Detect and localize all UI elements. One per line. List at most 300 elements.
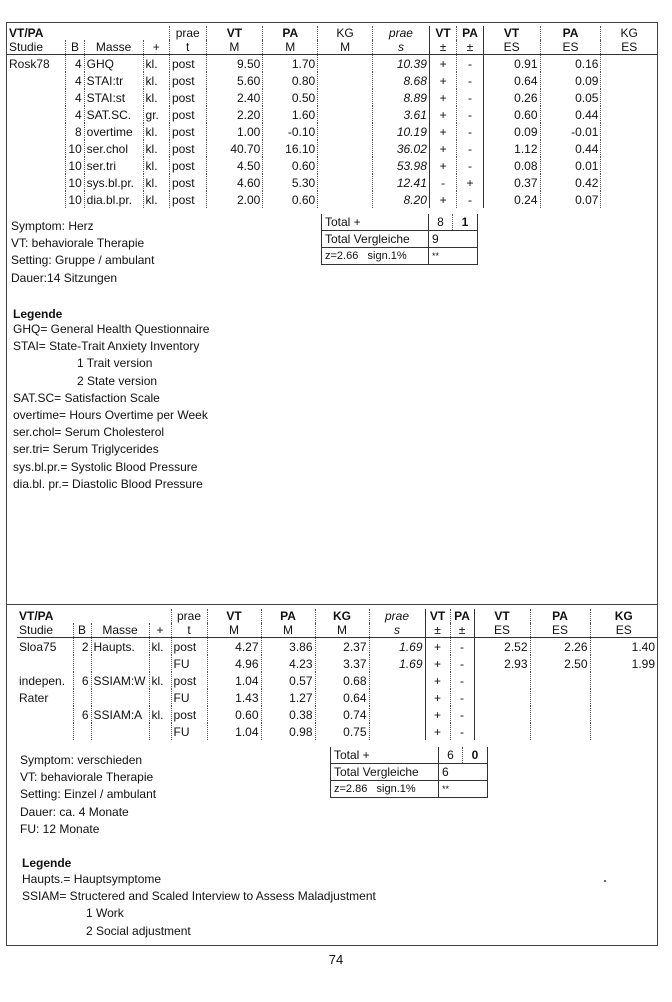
top-summary-box <box>321 214 478 265</box>
cell-m-kg <box>318 157 373 174</box>
cell-t: post <box>169 157 206 174</box>
cell-es-kg <box>590 672 657 689</box>
cell-es-kg <box>601 140 657 157</box>
header-s: s <box>373 40 430 55</box>
cell-m-pa: 0.57 <box>261 672 315 689</box>
cell-plus: kl. <box>143 55 169 73</box>
cell-m-kg <box>318 89 373 106</box>
header-b: B <box>66 40 84 55</box>
cell-s: 1.69 <box>369 638 425 656</box>
cell-masse: SSIAM:A <box>91 706 149 723</box>
summary-total-row <box>322 214 478 231</box>
cell-plus: kl. <box>143 174 169 191</box>
cell-s: 8.68 <box>373 72 430 89</box>
cell-sign-vt: - <box>429 174 456 191</box>
cell-es-pa: 0.16 <box>540 55 601 73</box>
header-pm-vt: ± <box>429 40 456 55</box>
header-prae: prae <box>169 26 206 40</box>
summary-z-row <box>322 248 478 265</box>
header-m-kg: M <box>318 40 373 55</box>
legend-item: 2 Social adjustment <box>86 923 191 938</box>
cell-m-vt: 9.50 <box>206 55 263 73</box>
cell-m-pa: 0.80 <box>263 72 318 89</box>
cell-sign-vt: + <box>425 638 450 656</box>
cell-m-kg: 3.37 <box>315 655 369 672</box>
cell-masse: SSIAM:W <box>91 672 149 689</box>
cell-b: 4 <box>66 89 84 106</box>
page-number: 74 <box>328 952 344 967</box>
cell-masse: STAI:tr <box>84 72 143 89</box>
cell-es-pa: 0.09 <box>540 72 601 89</box>
cell-masse: overtime <box>84 123 143 140</box>
cell-sign-pa: - <box>450 655 474 672</box>
cell-m-vt: 5.60 <box>206 72 263 89</box>
cell-s: 8.20 <box>373 191 430 208</box>
cell-sign-vt: + <box>429 191 456 208</box>
header-t: t <box>171 623 207 638</box>
header-pa-sign: PA <box>457 26 483 40</box>
cell-es-vt: 0.24 <box>483 191 540 208</box>
cell-sign-pa: - <box>450 706 474 723</box>
info-fu: FU: 12 Monate <box>20 822 100 836</box>
cell-b: 6 <box>73 706 91 723</box>
cell-b: 8 <box>66 123 84 140</box>
summary-vergleiche-value: 9 <box>429 231 478 248</box>
cell-m-kg: 2.37 <box>315 638 369 656</box>
cell-es-pa: 2.26 <box>530 638 590 656</box>
top-legend-title: Legende <box>13 307 63 321</box>
header-prae-s: prae <box>369 609 425 623</box>
cell-sign-vt: + <box>425 672 450 689</box>
cell-plus: kl. <box>143 123 169 140</box>
group-label: VT/PA <box>19 609 54 623</box>
info-vt: VT: behaviorale Therapie <box>11 236 145 250</box>
table-header-sub <box>7 40 657 55</box>
cell-studie: indepen. <box>19 673 66 688</box>
cell-m-kg: 0.74 <box>315 706 369 723</box>
cell-studie <box>17 723 73 740</box>
cell-m-kg <box>318 72 373 89</box>
header-m-kg: M <box>315 623 369 638</box>
header-vt-sign: VT <box>429 26 456 40</box>
header-pm-vt: ± <box>425 623 450 638</box>
summary-total-label: Total + <box>331 747 439 764</box>
cell-es-pa <box>530 689 590 706</box>
header-es1: ES <box>483 40 540 55</box>
cell-m-pa: 5.30 <box>263 174 318 191</box>
bottom-summary-box <box>330 747 488 798</box>
cell-m-pa: 0.38 <box>261 706 315 723</box>
header-m-pa: M <box>261 623 315 638</box>
header-pm-pa: ± <box>450 623 474 638</box>
table-header-top <box>7 26 657 40</box>
cell-b: 10 <box>66 157 84 174</box>
cell-t: post <box>169 191 206 208</box>
cell-es-pa: 0.44 <box>540 106 601 123</box>
cell-studie <box>17 655 73 672</box>
cell-s: 12.41 <box>373 174 430 191</box>
cell-m-vt: 4.50 <box>206 157 263 174</box>
scan-speck <box>604 880 606 882</box>
cell-m-vt: 1.04 <box>207 672 261 689</box>
table-row <box>7 191 657 208</box>
cell-es-kg <box>601 55 657 73</box>
cell-b <box>73 723 91 740</box>
cell-es-pa <box>530 706 590 723</box>
cell-sign-pa: - <box>457 106 483 123</box>
legend-item: overtime= Hours Overtime per Week <box>13 408 208 422</box>
cell-s: 36.02 <box>373 140 430 157</box>
cell-sign-vt: + <box>429 89 456 106</box>
header-m-pa: M <box>263 40 318 55</box>
cell-es-pa: 0.01 <box>540 157 601 174</box>
cell-sign-pa: - <box>457 191 483 208</box>
legend-item: 2 State version <box>77 373 158 388</box>
cell-b <box>73 655 91 672</box>
cell-plus: gr. <box>143 106 169 123</box>
cell-plus: kl. <box>149 706 171 723</box>
cell-es-vt <box>474 723 530 740</box>
cell-sign-vt: + <box>429 55 456 73</box>
cell-m-pa: 0.50 <box>263 89 318 106</box>
cell-sign-pa: - <box>450 689 474 706</box>
cell-es-kg <box>590 706 657 723</box>
cell-es-vt: 0.09 <box>483 123 540 140</box>
cell-studie <box>7 140 66 157</box>
cell-es-pa: 0.05 <box>540 89 601 106</box>
summary-stars: ** <box>429 248 478 265</box>
cell-t: post <box>169 106 206 123</box>
cell-es-kg <box>601 106 657 123</box>
cell-masse: GHQ <box>84 55 143 73</box>
cell-s <box>369 689 425 706</box>
cell-m-kg: 0.64 <box>315 689 369 706</box>
cell-es-kg <box>601 123 657 140</box>
cell-sign-vt: + <box>429 157 456 174</box>
header-m-vt: M <box>207 623 261 638</box>
cell-b: 4 <box>66 55 84 73</box>
table-row <box>17 706 657 723</box>
legend-item: sys.bl.pr.= Systolic Blood Pressure <box>13 459 198 474</box>
cell-b <box>73 689 91 706</box>
cell-masse: STAI:st <box>84 89 143 106</box>
cell-m-vt: 2.20 <box>206 106 263 123</box>
cell-sign-pa: - <box>457 157 483 174</box>
info-symptom: Symptom: Herz <box>11 219 94 233</box>
cell-m-kg <box>318 140 373 157</box>
summary-z-value: z=2.66 <box>325 250 359 262</box>
cell-studie: Rosk78 <box>9 56 50 71</box>
summary-vergleiche-label: Total Vergleiche <box>331 764 439 781</box>
cell-masse <box>91 723 149 740</box>
cell-plus: kl. <box>143 191 169 208</box>
legend-item: SAT.SC= Satisfaction Scale <box>13 390 160 405</box>
header-masse: Masse <box>91 623 149 638</box>
cell-es-kg <box>601 157 657 174</box>
legend-item: 1 Trait version <box>77 356 153 371</box>
cell-m-vt: 0.60 <box>207 706 261 723</box>
header-vt-sign: VT <box>425 609 450 623</box>
cell-b: 4 <box>66 106 84 123</box>
cell-sign-vt: + <box>429 106 456 123</box>
cell-es-kg <box>601 89 657 106</box>
header-es-vt: VT <box>474 609 530 623</box>
cell-m-kg <box>318 191 373 208</box>
table-row <box>7 106 657 123</box>
cell-es-vt: 2.93 <box>474 655 530 672</box>
cell-t: post <box>171 638 207 656</box>
cell-m-pa: 3.86 <box>261 638 315 656</box>
summary-sign: sign.1% <box>376 783 416 795</box>
cell-sign-vt: + <box>429 123 456 140</box>
cell-sign-pa: - <box>450 638 474 656</box>
cell-plus: kl. <box>149 638 171 656</box>
cell-sign-vt: + <box>425 706 450 723</box>
cell-s <box>369 706 425 723</box>
cell-es-vt: 1.12 <box>483 140 540 157</box>
header-es-kg: KG <box>590 609 657 623</box>
cell-m-vt: 2.40 <box>206 89 263 106</box>
info-dauer: Dauer:14 Sitzungen <box>11 271 118 285</box>
summary-vergleiche-row <box>322 231 478 248</box>
cell-m-pa: 4.23 <box>261 655 315 672</box>
cell-studie <box>7 106 66 123</box>
header-es-vt: VT <box>483 26 540 40</box>
header-masse: Masse <box>84 40 143 55</box>
cell-s: 1.69 <box>369 655 425 672</box>
table-row <box>7 89 657 106</box>
summary-z-value: z=2.86 <box>334 783 368 795</box>
summary-total-row <box>331 747 488 764</box>
header-es1: ES <box>474 623 530 638</box>
cell-sign-vt: + <box>425 689 450 706</box>
table-row <box>17 655 657 672</box>
header-es-pa: PA <box>540 26 601 40</box>
cell-es-pa: 0.07 <box>540 191 601 208</box>
table-row <box>17 638 657 656</box>
cell-es-kg <box>601 72 657 89</box>
cell-t: FU <box>171 723 207 740</box>
header-studie: Studie <box>7 40 66 55</box>
cell-sign-pa: - <box>450 723 474 740</box>
header-prae: prae <box>171 609 207 623</box>
header-es-pa: PA <box>530 609 590 623</box>
header-plus: + <box>149 623 171 638</box>
cell-es-kg <box>590 689 657 706</box>
cell-studie: Sloa75 <box>19 639 57 654</box>
legend-item: ser.chol= Serum Cholesterol <box>13 425 165 440</box>
header-es3: ES <box>601 40 657 55</box>
cell-es-pa: 0.44 <box>540 140 601 157</box>
table-row <box>7 123 657 140</box>
header-pa: PA <box>263 26 318 40</box>
cell-es-kg <box>601 174 657 191</box>
bottom-legend-title: Legende <box>22 856 72 870</box>
cell-plus <box>149 723 171 740</box>
header-kg: KG <box>315 609 369 623</box>
cell-m-vt: 1.04 <box>207 723 261 740</box>
table-row <box>7 55 657 73</box>
cell-sign-pa: - <box>457 72 483 89</box>
header-m-vt: M <box>206 40 263 55</box>
cell-studie <box>7 174 66 191</box>
cell-plus: kl. <box>143 72 169 89</box>
cell-m-kg <box>318 55 373 73</box>
legend-item: 1 Work <box>86 906 124 921</box>
cell-b: 10 <box>66 174 84 191</box>
cell-s: 53.98 <box>373 157 430 174</box>
cell-m-pa: 16.10 <box>263 140 318 157</box>
summary-vergleiche-row <box>331 764 488 781</box>
cell-t: post <box>171 672 207 689</box>
cell-es-vt <box>474 706 530 723</box>
cell-es-pa: -0.01 <box>540 123 601 140</box>
cell-es-pa <box>530 672 590 689</box>
table-row <box>7 140 657 157</box>
summary-total-label: Total + <box>322 214 429 231</box>
cell-plus <box>149 655 171 672</box>
header-s: s <box>369 623 425 638</box>
cell-masse: ser.tri <box>84 157 143 174</box>
header-pm-pa: ± <box>457 40 483 55</box>
cell-plus: kl. <box>143 140 169 157</box>
legend-item: ser.tri= Serum Triglycerides <box>13 442 159 457</box>
cell-s <box>369 723 425 740</box>
cell-m-vt: 4.96 <box>207 655 261 672</box>
table-row <box>17 689 657 706</box>
cell-s: 8.89 <box>373 89 430 106</box>
cell-b: 2 <box>73 638 91 656</box>
cell-t: FU <box>171 655 207 672</box>
cell-masse: SAT.SC. <box>84 106 143 123</box>
cell-b: 6 <box>73 672 91 689</box>
table-row <box>17 723 657 740</box>
cell-t: post <box>169 140 206 157</box>
info-setting: Setting: Gruppe / ambulant <box>11 253 155 267</box>
cell-m-kg <box>318 106 373 123</box>
summary-stars: ** <box>439 781 488 798</box>
cell-masse: dia.bl.pr. <box>84 191 143 208</box>
cell-t: post <box>169 174 206 191</box>
cell-masse: sys.bl.pr. <box>84 174 143 191</box>
cell-sign-vt: + <box>425 723 450 740</box>
header-b: B <box>73 623 91 638</box>
cell-sign-pa: - <box>457 123 483 140</box>
cell-es-kg: 1.40 <box>590 638 657 656</box>
header-t: t <box>169 40 206 55</box>
cell-masse: ser.chol <box>84 140 143 157</box>
cell-es-vt: 0.37 <box>483 174 540 191</box>
cell-studie: Rater <box>19 690 49 705</box>
cell-es-pa: 2.50 <box>530 655 590 672</box>
header-plus: + <box>143 40 169 55</box>
summary-total-pa: 0 <box>463 747 488 764</box>
cell-s: 10.19 <box>373 123 430 140</box>
cell-t: post <box>169 55 206 73</box>
table-row <box>17 672 657 689</box>
header-kg: KG <box>318 26 373 40</box>
cell-es-pa: 0.42 <box>540 174 601 191</box>
cell-t: post <box>169 123 206 140</box>
cell-m-vt: 4.27 <box>207 638 261 656</box>
cell-m-vt: 2.00 <box>206 191 263 208</box>
info-setting: Setting: Einzel / ambulant <box>20 787 157 801</box>
cell-sign-pa: - <box>457 55 483 73</box>
summary-z-row <box>331 781 488 798</box>
header-vt: VT <box>207 609 261 623</box>
cell-m-pa: 1.27 <box>261 689 315 706</box>
header-es2: ES <box>530 623 590 638</box>
cell-t: post <box>169 72 206 89</box>
cell-t: FU <box>171 689 207 706</box>
legend-item: dia.bl. pr.= Diastolic Blood Pressure <box>13 476 203 491</box>
cell-m-vt: 1.00 <box>206 123 263 140</box>
cell-sign-pa: + <box>457 174 483 191</box>
cell-t: post <box>171 706 207 723</box>
info-vt: VT: behaviorale Therapie <box>20 770 154 784</box>
header-vt: VT <box>206 26 263 40</box>
cell-es-vt: 2.52 <box>474 638 530 656</box>
cell-b: 4 <box>66 72 84 89</box>
cell-m-kg: 0.75 <box>315 723 369 740</box>
cell-studie <box>7 72 66 89</box>
cell-studie <box>7 123 66 140</box>
cell-s: 10.39 <box>373 55 430 73</box>
cell-es-vt: 0.64 <box>483 72 540 89</box>
cell-studie <box>17 706 73 723</box>
cell-sign-pa: - <box>457 89 483 106</box>
table-row <box>7 174 657 191</box>
table-header-sub <box>17 623 657 638</box>
header-prae-s: prae <box>373 26 430 40</box>
summary-total-pa: 1 <box>453 214 478 231</box>
cell-es-pa <box>530 723 590 740</box>
cell-es-vt: 0.60 <box>483 106 540 123</box>
cell-m-pa: 0.60 <box>263 157 318 174</box>
header-pa: PA <box>261 609 315 623</box>
cell-sign-pa: - <box>457 140 483 157</box>
cell-es-kg <box>601 191 657 208</box>
cell-m-kg <box>318 174 373 191</box>
cell-s: 3.61 <box>373 106 430 123</box>
summary-vergleiche-value: 6 <box>439 764 488 781</box>
cell-sign-vt: + <box>429 72 456 89</box>
bottom-results-table <box>17 609 657 740</box>
header-studie: Studie <box>17 623 73 638</box>
cell-m-vt: 1.43 <box>207 689 261 706</box>
cell-m-pa: 1.70 <box>263 55 318 73</box>
cell-plus <box>149 689 171 706</box>
cell-m-pa: 1.60 <box>263 106 318 123</box>
cell-sign-vt: + <box>425 655 450 672</box>
section-divider <box>6 604 658 605</box>
cell-sign-vt: + <box>429 140 456 157</box>
cell-masse <box>91 689 149 706</box>
group-label: VT/PA <box>9 26 44 40</box>
header-es-kg: KG <box>601 26 657 40</box>
summary-total-vt: 6 <box>439 747 463 764</box>
cell-m-kg: 0.68 <box>315 672 369 689</box>
header-es3: ES <box>590 623 657 638</box>
cell-sign-pa: - <box>450 672 474 689</box>
cell-es-vt: 0.26 <box>483 89 540 106</box>
cell-studie <box>7 89 66 106</box>
cell-es-vt <box>474 689 530 706</box>
cell-m-vt: 4.60 <box>206 174 263 191</box>
cell-studie <box>7 157 66 174</box>
info-symptom: Symptom: verschieden <box>20 753 143 767</box>
top-results-table <box>7 26 657 208</box>
